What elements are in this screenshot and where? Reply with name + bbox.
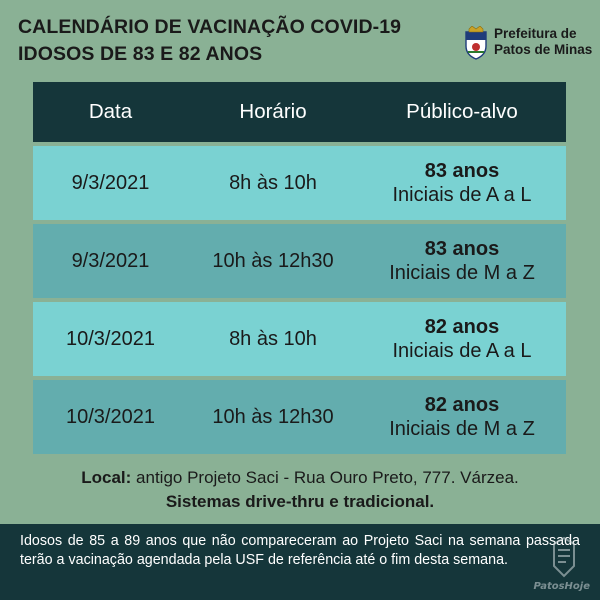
crest-icon	[462, 26, 490, 60]
header-time: Horário	[239, 100, 307, 123]
logo-text	[494, 26, 592, 58]
row-audience	[358, 159, 566, 207]
page-title	[18, 14, 401, 68]
row-time: 8h às 10h	[229, 327, 317, 350]
row-date: 9/3/2021	[71, 249, 150, 272]
footer-note	[0, 524, 600, 600]
header-audience: Público-alvo	[406, 100, 518, 123]
location-info	[0, 466, 600, 514]
watermark	[528, 536, 590, 592]
schedule-table	[33, 82, 566, 454]
logo-line-2: Patos de Minas	[494, 42, 593, 57]
row-audience	[358, 315, 566, 363]
header-date: Data	[88, 100, 133, 123]
row-audience	[358, 393, 566, 441]
row-time: 10h às 12h30	[212, 405, 334, 428]
prefeitura-logo	[462, 24, 592, 64]
watermark-icon	[544, 536, 584, 578]
header	[0, 0, 600, 80]
table-row	[33, 376, 566, 454]
location-line	[0, 466, 600, 490]
row-initials: Iniciais de M a Z	[389, 262, 535, 284]
row-date: 10/3/2021	[66, 327, 155, 350]
row-initials: Iniciais de A a L	[392, 184, 532, 206]
row-age: 82 anos	[424, 316, 500, 338]
logo-line-1: Prefeitura de	[494, 26, 577, 41]
systems-text: Sistemas drive-thru e tradicional.	[165, 492, 435, 511]
row-audience	[358, 237, 566, 285]
row-age: 83 anos	[424, 238, 500, 260]
table-row	[33, 298, 566, 376]
row-initials: Iniciais de A a L	[392, 340, 532, 362]
row-age: 82 anos	[424, 394, 500, 416]
table-row	[33, 220, 566, 298]
table-header-row	[33, 82, 566, 142]
row-age: 83 anos	[424, 160, 500, 182]
row-date: 9/3/2021	[71, 171, 150, 194]
title-line-2: IDOSOS DE 83 E 82 ANOS	[18, 43, 263, 65]
title-line-1: CALENDÁRIO DE VACINAÇÃO COVID-19	[18, 16, 402, 38]
location-address: antigo Projeto Saci - Rua Ouro Preto, 777. Várzea.	[131, 468, 519, 487]
row-initials: Iniciais de M a Z	[389, 418, 535, 440]
location-label: Local:	[81, 468, 132, 487]
watermark-text: PatosHoje	[533, 581, 590, 592]
footer-text: Idosos de 85 a 89 anos que não compareceram ao Projeto Saci na semana passada terão a vacinação agendada pela USF de referência até o fim desta semana.	[20, 533, 580, 568]
row-time: 8h às 10h	[229, 171, 317, 194]
table-row	[33, 142, 566, 220]
row-time: 10h às 12h30	[212, 249, 334, 272]
row-date: 10/3/2021	[66, 405, 155, 428]
